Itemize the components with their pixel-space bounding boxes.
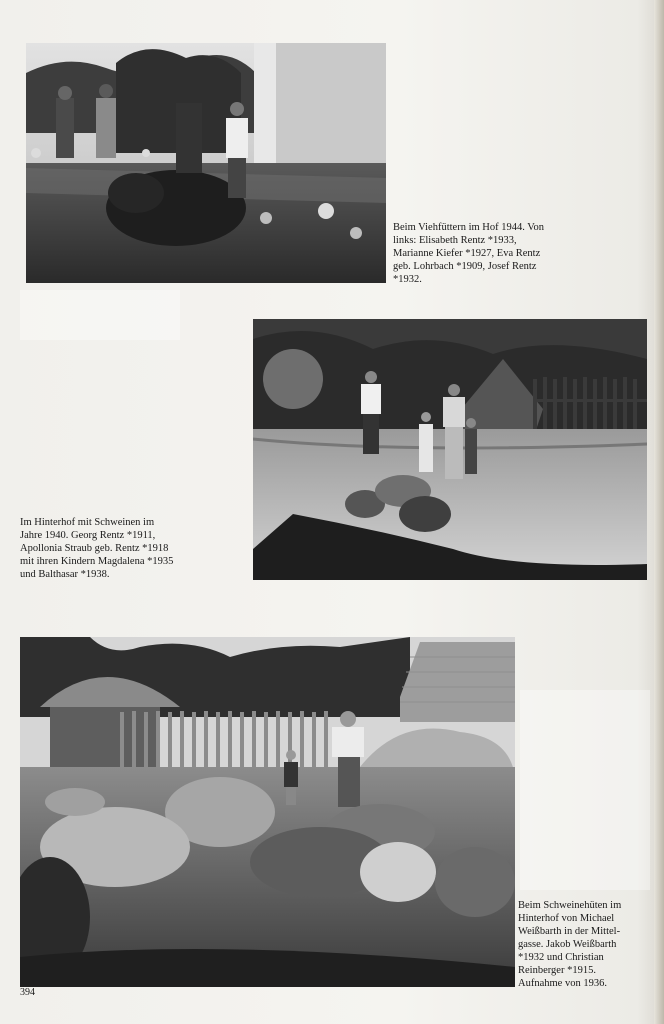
page-number: 394 <box>20 987 35 998</box>
photo-herding-pigs <box>20 637 515 987</box>
photo3-caption: Beim Schweinehüten im Hinterhof von Michael Weißbarth in der Mittel- gasse. Jakob Weißbarth *1932 und Christian Reinberger *1915. Aufnahme von 1936. <box>518 900 622 989</box>
photo1-caption: Beim Viehfüttern im Hof 1944. Von links: Elisabeth Rentz *1933, Marianne Kiefer *1927, Eva Rentz geb. Lohrbach *1909, Josef Rentz *1932. <box>393 222 545 285</box>
photo2-caption: Im Hinterhof mit Schweinen im Jahre 1940. Georg Rentz *1911, Apollonia Straub geb. Rentz *1918 mit ihren Kindern Magdalena *1935 und Balthasar *1938. <box>20 517 174 580</box>
show-through-shadow <box>520 690 650 890</box>
show-through-shadow <box>20 290 180 340</box>
photo-farmyard-feeding <box>26 43 386 283</box>
book-spine-shadow <box>654 0 664 1024</box>
photo-backyard-pigs <box>253 319 647 580</box>
